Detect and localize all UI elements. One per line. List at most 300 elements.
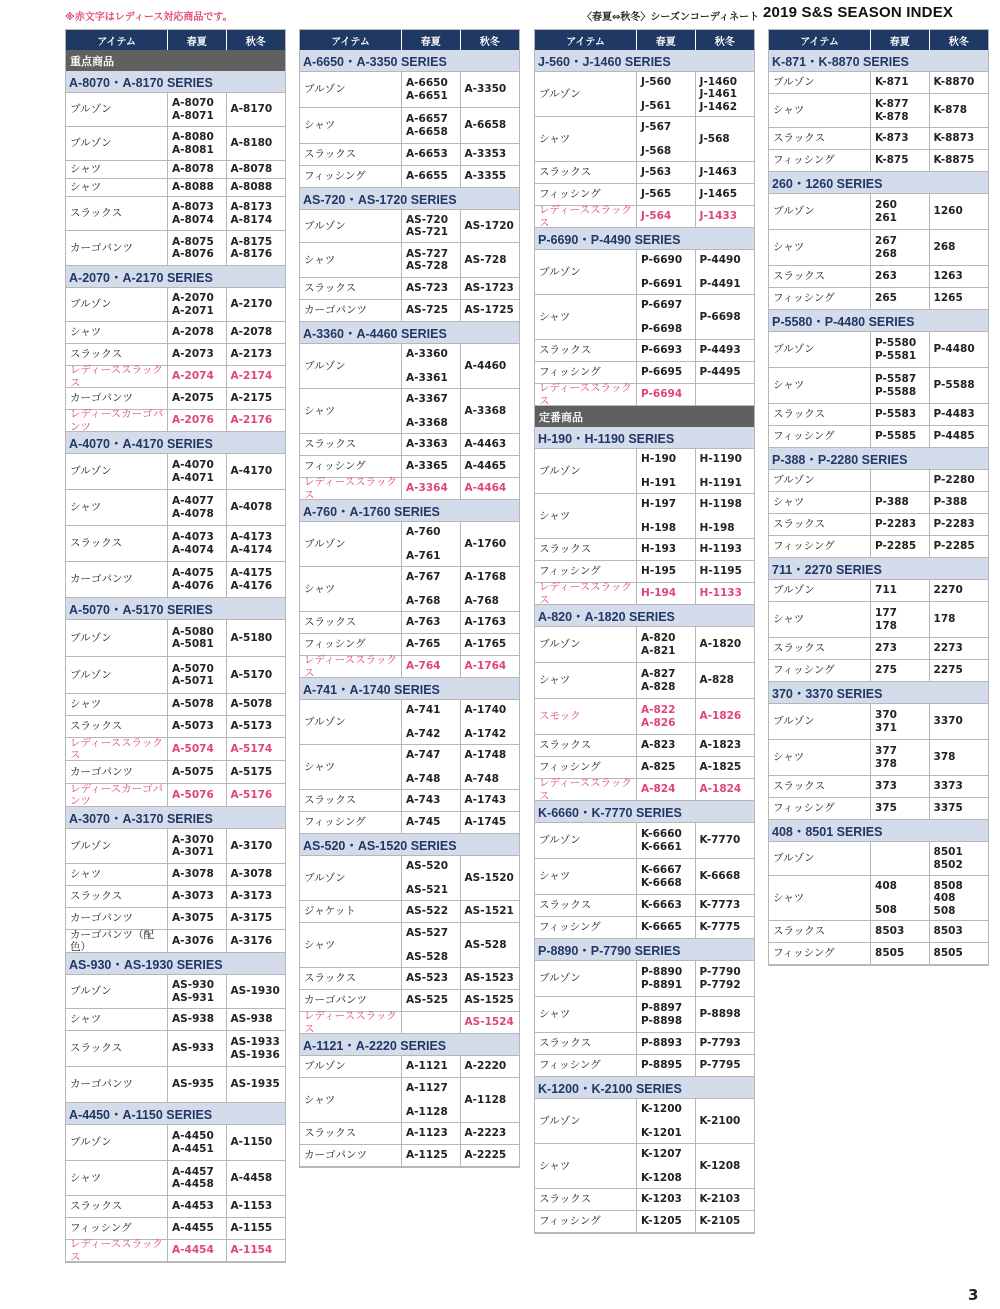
product-code: A-3070 <box>172 833 214 846</box>
autumn-winter-codes <box>696 859 754 894</box>
product-code: J-564 <box>641 210 672 223</box>
table-row <box>535 627 754 663</box>
product-code: 378 <box>875 757 897 770</box>
spring-summer-codes <box>402 434 460 455</box>
product-code: P-5587 <box>875 373 917 386</box>
item-name: シャツ <box>769 876 871 920</box>
product-code: K-8870 <box>933 76 975 89</box>
column-header-spring-summer: 春夏 <box>871 30 929 50</box>
table-row <box>769 740 988 776</box>
product-code: A-748 <box>464 772 499 785</box>
spring-summer-codes <box>402 108 460 143</box>
spring-summer-codes <box>871 288 929 309</box>
table-row-ladies <box>66 410 285 432</box>
spring-summer-codes <box>168 1125 226 1160</box>
spring-summer-codes <box>637 895 695 916</box>
product-code: AS-520 <box>406 860 449 872</box>
product-code: P-6698 <box>699 310 741 323</box>
product-code: A-828 <box>641 680 676 693</box>
item-name: レディーススラックス <box>66 366 168 387</box>
product-code: P-8895 <box>641 1059 683 1072</box>
spring-summer-codes <box>168 410 226 431</box>
spring-summer-codes <box>871 368 929 403</box>
item-name: シャツ <box>300 1078 402 1122</box>
product-code: A-1128 <box>464 1093 507 1106</box>
item-name: スラックス <box>535 539 637 560</box>
product-code: A-825 <box>641 761 676 774</box>
item-name: スラックス <box>66 526 168 561</box>
table-row <box>769 798 988 820</box>
product-code: A-1740 <box>464 704 507 716</box>
product-code: K-875 <box>875 154 909 167</box>
page-subtitle: 〈春夏⇔秋冬〉シーズンコーディネート <box>582 12 760 23</box>
item-name: シャツ <box>769 740 871 775</box>
product-code: 508 <box>933 904 956 917</box>
spring-summer-codes <box>402 1078 460 1122</box>
product-code: A-1823 <box>699 739 742 752</box>
item-name: カーゴパンツ <box>66 1067 168 1102</box>
product-code: A-4454 <box>172 1244 214 1257</box>
product-code: A-5074 <box>172 742 214 755</box>
autumn-winter-codes <box>696 295 754 339</box>
autumn-winter-codes <box>696 1055 754 1076</box>
product-code: 1260 <box>933 205 963 218</box>
product-code: J-561 <box>641 99 672 112</box>
item-name: スラックス <box>66 1196 168 1217</box>
table-row <box>300 1078 519 1123</box>
series-heading: A-6650・A-3350 SERIES <box>300 50 519 72</box>
product-code: AS-528 <box>406 950 449 963</box>
item-name: ブルゾン <box>535 961 637 996</box>
table-row-ladies <box>66 1240 285 1262</box>
product-code: K-6663 <box>641 899 682 912</box>
spring-summer-codes <box>637 1211 695 1232</box>
product-code: A-1123 <box>406 1127 448 1140</box>
product-code: A-3355 <box>464 170 507 183</box>
product-code: AS-1720 <box>464 219 514 232</box>
table-row <box>300 1056 519 1078</box>
series-heading: A-820・A-1820 SERIES <box>535 605 754 627</box>
spring-summer-codes <box>402 567 460 611</box>
product-code: 711 <box>875 584 897 597</box>
item-name: レディーススラックス <box>66 738 168 760</box>
spring-summer-codes <box>637 362 695 383</box>
table-row <box>300 72 519 108</box>
autumn-winter-codes <box>461 300 519 321</box>
autumn-winter-codes <box>930 776 988 797</box>
item-name: ブルゾン <box>66 829 168 863</box>
item-name: レディーススラックス <box>300 1012 402 1033</box>
table-row <box>66 1218 285 1240</box>
product-code: A-5071 <box>172 675 214 687</box>
product-code: AS-1930 <box>230 985 280 998</box>
product-code: J-1433 <box>699 210 738 223</box>
product-code: K-873 <box>875 132 909 145</box>
product-code: AS-935 <box>172 1078 215 1091</box>
product-code: A-3071 <box>172 846 214 858</box>
product-code: 178 <box>933 613 956 626</box>
column-header-autumn-winter: 秋冬 <box>948 36 969 48</box>
product-code: P-4495 <box>699 366 741 379</box>
product-code: H-191 <box>641 476 677 489</box>
product-code: H-198 <box>641 521 677 534</box>
product-code: H-198 <box>699 521 735 534</box>
item-name: フィッシング <box>769 426 871 447</box>
autumn-winter-codes <box>461 243 519 277</box>
product-code: K-6667 <box>641 864 682 877</box>
product-code: A-4170 <box>230 465 273 478</box>
product-code: H-194 <box>641 587 677 600</box>
item-name: スラックス <box>769 776 871 797</box>
product-code: AS-525 <box>406 994 449 1007</box>
item-name: カーゴパンツ <box>300 300 402 321</box>
table-row <box>535 295 754 340</box>
table-row <box>300 700 519 745</box>
spring-summer-codes <box>168 562 226 597</box>
table-row <box>66 975 285 1009</box>
product-code: A-8078 <box>230 163 273 176</box>
table-row <box>535 117 754 162</box>
item-name: ブルゾン <box>300 210 402 242</box>
product-code: K-1205 <box>641 1215 682 1228</box>
autumn-winter-codes <box>227 620 285 656</box>
product-code: AS-720 <box>406 213 449 226</box>
product-code: A-8073 <box>172 201 214 214</box>
column-header-spring-summer: 春夏 <box>637 30 695 50</box>
table-row <box>535 72 754 117</box>
table-row <box>300 790 519 812</box>
item-name: スラックス <box>300 278 402 299</box>
product-code: H-197 <box>641 498 677 510</box>
autumn-winter-codes <box>227 761 285 783</box>
product-code: A-4076 <box>172 579 214 592</box>
item-name: シャツ <box>769 492 871 513</box>
product-code: P-6698 <box>641 322 683 335</box>
autumn-winter-codes <box>930 638 988 659</box>
autumn-winter-codes <box>696 362 754 383</box>
item-name: シャツ <box>300 243 402 277</box>
autumn-winter-codes <box>227 1161 285 1195</box>
autumn-winter-codes <box>696 162 754 183</box>
item-name: スラックス <box>66 344 168 365</box>
product-code: J-565 <box>641 188 672 201</box>
product-code: 177 <box>875 607 897 620</box>
item-name: ブルゾン <box>66 127 168 160</box>
item-name: フィッシング <box>300 812 402 833</box>
item-name: スラックス <box>769 404 871 425</box>
product-code: A-3076 <box>172 934 214 947</box>
spring-summer-codes <box>871 660 929 681</box>
autumn-winter-codes <box>461 478 519 499</box>
item-name: レディーススラックス <box>535 384 637 405</box>
product-code: A-3350 <box>464 83 507 96</box>
product-code: 265 <box>875 292 897 305</box>
item-name: スラックス <box>66 716 168 737</box>
product-code: P-7790 <box>699 966 741 979</box>
series-heading: K-6660・K-7770 SERIES <box>535 801 754 823</box>
product-code: P-6690 <box>641 254 683 266</box>
series-heading: 408・8501 SERIES <box>769 820 988 842</box>
product-code: AS-523 <box>406 972 449 985</box>
column-header <box>66 30 285 50</box>
item-name: シャツ <box>66 694 168 715</box>
item-name: シャツ <box>300 567 402 611</box>
item-name: ブルゾン <box>769 332 871 367</box>
table-row <box>300 389 519 434</box>
product-code: 8501 <box>933 846 963 859</box>
product-code: K-8873 <box>933 132 975 145</box>
autumn-winter-codes <box>461 790 519 811</box>
item-name: フィッシング <box>535 1055 637 1076</box>
table-row <box>535 1055 754 1077</box>
spring-summer-codes <box>637 295 695 339</box>
item-name: フィッシング <box>769 536 871 557</box>
item-name: フィッシング <box>535 757 637 778</box>
product-code: K-2103 <box>699 1193 741 1206</box>
product-code: A-8175 <box>230 235 273 248</box>
autumn-winter-codes <box>696 184 754 205</box>
product-code: 263 <box>875 270 897 283</box>
product-code: 377 <box>875 745 897 758</box>
table-row <box>535 823 754 859</box>
item-name: シャツ <box>535 859 637 894</box>
autumn-winter-codes <box>930 194 988 229</box>
autumn-winter-codes <box>461 656 519 677</box>
column-header-item: アイテム <box>535 30 637 50</box>
autumn-winter-codes <box>227 127 285 160</box>
spring-summer-codes <box>168 231 226 265</box>
item-name: ブルゾン <box>769 194 871 229</box>
table-row <box>769 638 988 660</box>
spring-summer-codes <box>871 332 929 367</box>
autumn-winter-codes <box>696 117 754 161</box>
product-code: 2275 <box>933 664 963 677</box>
section-heading: 重点商品 <box>66 50 285 71</box>
product-code: P-7792 <box>699 978 741 991</box>
table-row <box>300 210 519 243</box>
spring-summer-codes <box>168 344 226 365</box>
product-code: A-1820 <box>699 638 742 651</box>
product-code: P-388 <box>875 496 909 509</box>
product-code: A-5173 <box>230 720 273 733</box>
spring-summer-codes <box>402 812 460 833</box>
product-code: J-560 <box>641 76 672 88</box>
autumn-winter-codes <box>461 1078 519 1122</box>
spring-summer-codes <box>402 612 460 633</box>
product-code: A-8180 <box>230 137 273 150</box>
product-code: K-878 <box>875 110 909 123</box>
item-name: スラックス <box>535 340 637 361</box>
page-title: 2019 S&S SEASON INDEX <box>763 4 954 21</box>
table-row <box>769 660 988 682</box>
table-row-ladies <box>535 583 754 605</box>
item-name: カーゴパンツ <box>66 388 168 409</box>
product-code: A-6653 <box>406 148 448 161</box>
spring-summer-codes <box>168 657 226 693</box>
series-heading: A-741・A-1740 SERIES <box>300 678 519 700</box>
item-name: フィッシング <box>769 660 871 681</box>
spring-summer-codes <box>168 1196 226 1217</box>
product-code: J-568 <box>699 132 730 145</box>
autumn-winter-codes <box>696 494 754 538</box>
spring-summer-codes <box>402 166 460 187</box>
product-code: A-764 <box>406 660 441 673</box>
autumn-winter-codes <box>227 1196 285 1217</box>
spring-summer-codes <box>871 128 929 149</box>
autumn-winter-codes <box>696 72 754 116</box>
product-code: 3370 <box>933 715 963 728</box>
product-code: AS-933 <box>172 1042 215 1055</box>
product-code: A-821 <box>641 644 676 657</box>
table-row <box>535 561 754 583</box>
item-name: ブルゾン <box>66 620 168 656</box>
series-heading: 260・1260 SERIES <box>769 172 988 194</box>
product-code: AS-1725 <box>464 304 514 317</box>
autumn-winter-codes <box>461 923 519 967</box>
spring-summer-codes <box>871 921 929 942</box>
item-name: カーゴパンツ <box>66 562 168 597</box>
autumn-winter-codes <box>227 716 285 737</box>
spring-summer-codes <box>402 745 460 789</box>
product-code: P-2280 <box>933 474 975 487</box>
autumn-winter-codes <box>227 231 285 265</box>
table-row <box>66 1031 285 1067</box>
autumn-winter-codes <box>930 470 988 491</box>
item-name: ブルゾン <box>300 700 402 744</box>
table-row <box>535 250 754 295</box>
spring-summer-codes <box>871 94 929 127</box>
column-header-autumn-winter: 秋冬 <box>714 36 735 48</box>
autumn-winter-codes <box>461 210 519 242</box>
spring-summer-codes <box>637 583 695 604</box>
spring-summer-codes <box>168 161 226 178</box>
series-heading: A-4450・A-1150 SERIES <box>66 1103 285 1125</box>
item-name: シャツ <box>769 230 871 265</box>
table-row <box>769 536 988 558</box>
product-code: A-3365 <box>406 460 448 473</box>
table-row-ladies <box>535 206 754 228</box>
autumn-winter-codes <box>461 144 519 165</box>
item-name: フィッシング <box>300 166 402 187</box>
series-heading: 711・2270 SERIES <box>769 558 988 580</box>
product-code: A-765 <box>406 638 441 651</box>
series-heading: A-2070・A-2170 SERIES <box>66 266 285 288</box>
product-code: J-567 <box>641 121 672 133</box>
series-heading: AS-930・AS-1930 SERIES <box>66 953 285 975</box>
product-code: A-2075 <box>172 392 214 405</box>
product-code: J-1463 <box>699 166 738 179</box>
product-code: A-4173 <box>230 531 273 544</box>
item-name: フィッシング <box>300 634 402 655</box>
table-row <box>769 876 988 921</box>
table-row <box>769 72 988 94</box>
product-code: A-4455 <box>172 1222 214 1235</box>
item-name: ブルゾン <box>300 856 402 900</box>
autumn-winter-codes <box>227 93 285 126</box>
product-code: A-8076 <box>172 248 214 260</box>
autumn-winter-codes <box>696 917 754 938</box>
product-code: A-1768 <box>464 571 507 583</box>
autumn-winter-codes <box>696 663 754 698</box>
product-code: K-1207 <box>641 1148 682 1160</box>
spring-summer-codes <box>402 1056 460 1077</box>
product-code: J-563 <box>641 166 672 179</box>
item-name: ジャケット <box>300 901 402 922</box>
spring-summer-codes <box>637 961 695 996</box>
series-heading: 370・3370 SERIES <box>769 682 988 704</box>
spring-summer-codes <box>168 366 226 387</box>
spring-summer-codes <box>637 757 695 778</box>
spring-summer-codes <box>168 490 226 525</box>
item-name: シャツ <box>66 490 168 525</box>
product-code: A-2074 <box>172 370 214 383</box>
table-row <box>66 93 285 127</box>
product-code: A-1153 <box>230 1200 273 1213</box>
product-code: A-2076 <box>172 414 214 427</box>
autumn-winter-codes <box>696 699 754 734</box>
series-heading: P-388・P-2280 SERIES <box>769 448 988 470</box>
product-code: AS-728 <box>464 253 507 266</box>
product-code: A-6655 <box>406 170 448 183</box>
product-code: 370 <box>875 709 897 722</box>
spring-summer-codes <box>168 1067 226 1102</box>
item-name: ブルゾン <box>66 975 168 1008</box>
spring-summer-codes <box>637 117 695 161</box>
table-row <box>66 1125 285 1161</box>
table-row <box>769 470 988 492</box>
product-code: AS-938 <box>172 1013 215 1026</box>
table-row <box>66 490 285 526</box>
product-code: A-8088 <box>230 181 273 194</box>
table-row <box>769 426 988 448</box>
product-code: A-1742 <box>464 727 507 740</box>
product-code: A-1824 <box>699 783 742 796</box>
product-code: A-2174 <box>230 370 273 383</box>
autumn-winter-codes <box>696 1033 754 1054</box>
autumn-winter-codes <box>227 490 285 525</box>
spring-summer-codes <box>871 404 929 425</box>
product-code: A-5175 <box>230 765 273 778</box>
spring-summer-codes <box>871 492 929 513</box>
table-row-ladies <box>66 366 285 388</box>
table-row <box>535 340 754 362</box>
product-code: AS-1936 <box>230 1048 280 1061</box>
product-code: 275 <box>875 664 897 677</box>
autumn-winter-codes <box>930 404 988 425</box>
product-code: A-4463 <box>464 438 507 451</box>
product-code: AS-723 <box>406 282 449 295</box>
table-row <box>300 745 519 790</box>
product-code: P-5583 <box>875 408 917 421</box>
product-code: P-4483 <box>933 408 975 421</box>
item-name: スラックス <box>300 968 402 989</box>
product-code: 508 <box>875 903 897 916</box>
item-name: スラックス <box>300 790 402 811</box>
spring-summer-codes <box>402 856 460 900</box>
product-code: H-195 <box>641 565 677 578</box>
autumn-winter-codes <box>696 449 754 493</box>
product-code: P-5588 <box>933 379 975 392</box>
spring-summer-codes <box>637 1033 695 1054</box>
autumn-winter-codes <box>227 975 285 1008</box>
autumn-winter-codes <box>930 230 988 265</box>
column-header-autumn-winter: 秋冬 <box>479 36 500 48</box>
product-code: A-2073 <box>172 348 214 361</box>
table-row-ladies <box>300 1012 519 1034</box>
autumn-winter-codes <box>227 864 285 885</box>
spring-summer-codes <box>168 1161 226 1195</box>
autumn-winter-codes <box>696 206 754 227</box>
